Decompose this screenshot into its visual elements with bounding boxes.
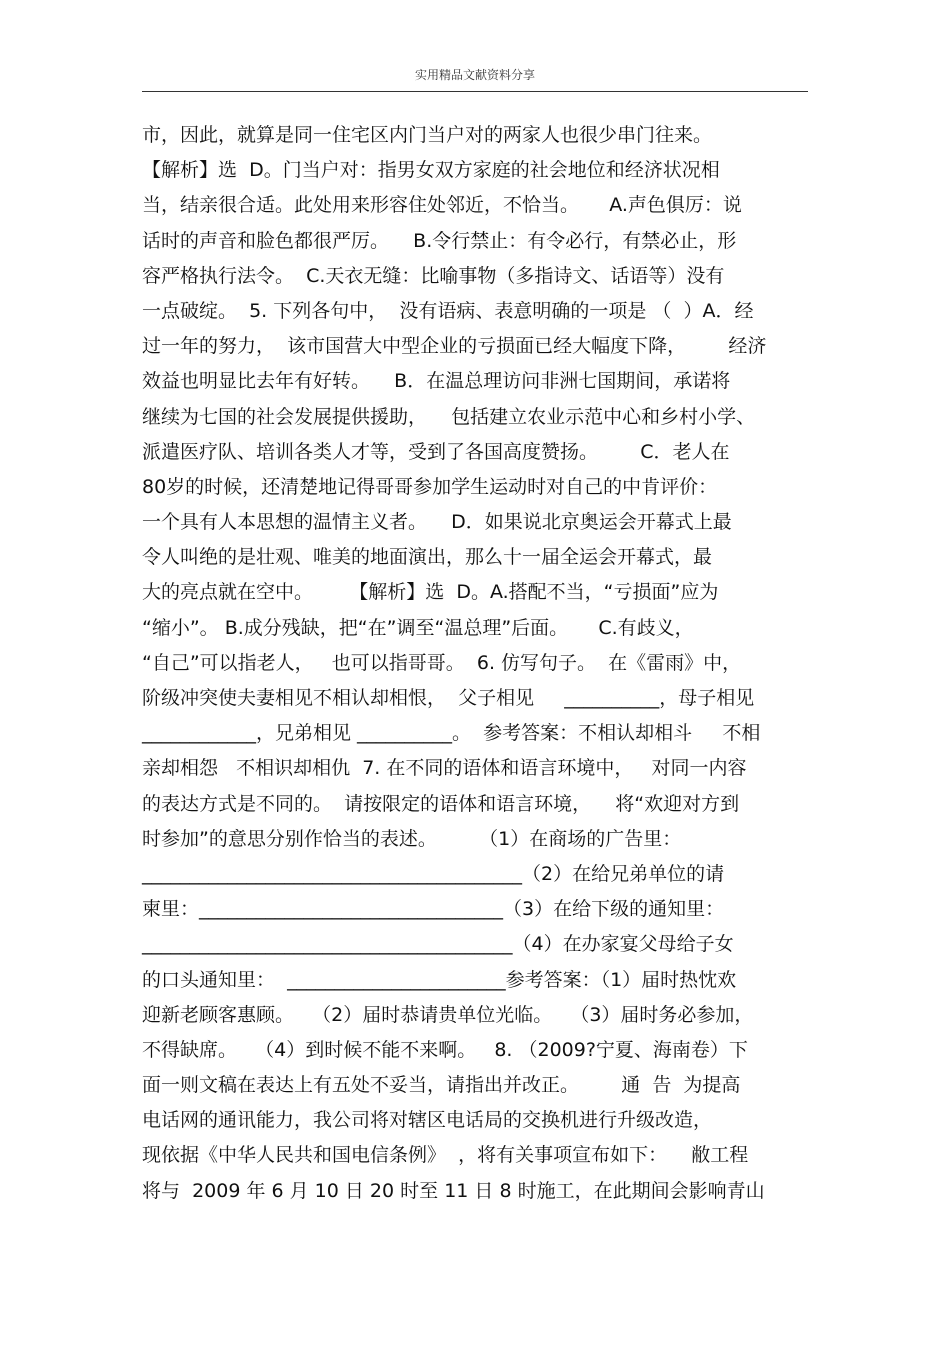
text-line: 一点破绽。 5. 下列各句中， 没有语病、表意明确的一项是 （ ）A．经 (142, 299, 754, 322)
text-line: 效益也明显比去年有好转。 B．在温总理访问非洲七国期间，承诺将 (142, 370, 731, 393)
text-line: 过一年的努力， 该市国营大中型企业的亏损面已经大幅度下降， 经济 (142, 335, 767, 358)
text-line: 面一则文稿在表达上有五处不妥当，请指出并改正。 通 告 为提高 (142, 1074, 741, 1097)
text-line: 市，因此，就算是同一住宅区内门当户对的两家人也很少串门往来。 (142, 124, 713, 146)
text-line: 容严格执行法令。 C.天衣无缝：比喻事物（多指诗文、话语等）没有 (142, 264, 725, 287)
text-line: 的表达方式是不同的。 请按限定的语体和语言环境， 将“欢迎对方到 (142, 792, 740, 815)
text-line: 柬里：________________________________（3）在给下级的通知里： (142, 898, 725, 921)
text-line: 现依据《中华人民共和国电信条例》 ，将有关事项宣布如下： 敝工程 (142, 1144, 749, 1167)
text-line: 的口头通知里： _______________________参考答案：（1）届时热忱欢 (142, 968, 737, 991)
text-line: 大的亮点就在空中。 【解析】选 D。A.搭配不当，“亏损面”应为 (142, 581, 719, 604)
text-line: 亲却相怨 不相识却相仇 7. 在不同的语体和语言环境中， 对同一内容 (142, 757, 747, 780)
text-line: 时参加”的意思分别作恰当的表述。 （1）在商场的广告里： (142, 827, 682, 850)
text-line: 令人叫绝的是壮观、唯美的地面演出，那么十一届全运会开幕式，最 (142, 546, 713, 569)
text-line: _______________________________________（4）在办家宴父母给子女 (142, 933, 734, 956)
text-line: “缩小”。 B.成分残缺，把“在”调至“温总理”后面。 C.有歧义， (142, 616, 694, 639)
text-line: 电话网的通讯能力，我公司将对辖区电话局的交换机进行升级改造， (142, 1109, 713, 1132)
text-line: 将与 2009 年 6 月 10 日 20 时至 11 日 8 时施工，在此期间会影响青山 (142, 1179, 765, 1202)
text-line: 一个具有人本思想的温情主义者。 D．如果说北京奥运会开幕式上最 (142, 511, 732, 534)
text-line: 迎新老顾客惠顾。 （2）届时恭请贵单位光临。 （3）届时务必参加， (142, 1003, 754, 1026)
header-divider (142, 91, 808, 92)
text-line: 话时的声音和脸色都很严厉。 B.令行禁止：有令必行，有禁必止，形 (142, 229, 737, 252)
text-line: 继续为七国的社会发展提供援助， 包括建立农业示范中心和乡村小学、 (142, 405, 756, 428)
text-line: 派遣医疗队、培训各类人才等，受到了各国高度赞扬。 C．老人在 (142, 440, 730, 463)
text-line: ________________________________________（2）在给兄弟单位的请 (142, 862, 725, 885)
body-text (142, 118, 812, 1209)
text-line: ____________，兄弟相见 __________。 参考答案：不相认却相斗 不相 (142, 722, 761, 745)
text-line: 80岁的时候，还清楚地记得哥哥参加学生运动时对自己的中肯评价： (142, 475, 718, 498)
text-line: 当，结亲很合适。此处用来形容住处邻近，不恰当。 A.声色俱厉：说 (142, 194, 742, 217)
text-line: 阶级冲突使夫妻相见不相认却相恨， 父子相见 __________，母子相见 (142, 687, 755, 709)
text-line: “自己”可以指老人， 也可以指哥哥。 6. 仿写句子。 在《雷雨》中， (142, 651, 742, 674)
text-line: 【解析】选 D。门当户对：指男女双方家庭的社会地位和经济状况相 (142, 159, 720, 182)
page-header: 实用精品文献资料分享 (414, 68, 535, 82)
text-line: 不得缺席。 （4）到时候不能不来啊。 8. （2009?宁夏、海南卷）下 (142, 1038, 748, 1061)
